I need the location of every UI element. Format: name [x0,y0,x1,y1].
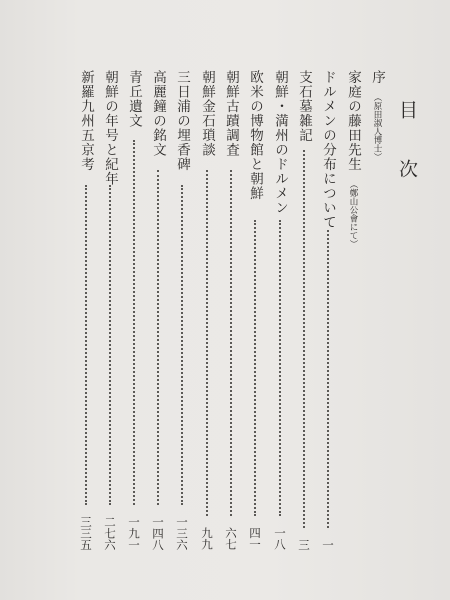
entry-title: 青丘遺文 [126,70,142,128]
entry-title: 朝鮮金石瑣談 [199,70,215,157]
entry-page-number: 九九 [200,527,214,550]
toc-entry [197,70,217,550]
entry-title: 朝鮮の年号と紀年 [102,70,118,186]
entry-page-number: 三 [297,538,311,550]
toc-entry [245,70,265,550]
dot-leader [109,185,113,505]
toc-entry [148,70,168,550]
entry-title: 朝鮮古蹟調査 [223,70,239,157]
dot-leader [230,170,234,516]
entry-note: （鄭山公會にて） [348,179,358,248]
entry-title: 三日浦の埋香碑 [174,70,190,172]
toc-entry [343,70,363,550]
toc-entry [76,70,96,550]
entry-title: 家庭の藤田先生（鄭山公會にて） [345,70,361,248]
toc-entry [100,70,120,550]
dot-leader [254,220,258,516]
toc-entry [318,70,338,550]
entry-note: （原田淑人博士） [372,92,382,161]
toc-entry [221,70,241,550]
entry-page-number: 一四八 [151,515,165,550]
entry-page-number: 六七 [224,527,238,550]
entry-page-number: 三三五 [79,515,93,550]
entry-title: 朝鮮・満州のドルメン [272,70,288,215]
entry-page-number: 四一 [248,527,262,550]
toc-entry [270,70,290,550]
dot-leader [181,185,185,505]
entry-page-number: 二七六 [103,515,117,550]
entry-page-number: 一三六 [175,515,189,550]
entry-title: 新羅九州五京考 [78,70,94,172]
entry-title: 支石墓雑記 [296,70,312,143]
entry-title: 高麗鐘の銘文 [150,70,166,157]
toc-entry [124,70,144,550]
toc-entry [172,70,192,550]
entry-title: 欧米の博物館と朝鮮 [247,70,263,201]
entry-page-number: 一九一 [127,515,141,550]
page-title: 目次 [396,100,418,218]
dot-leader [85,185,89,505]
entry-title: 序（原田淑人博士） [369,70,385,161]
dot-leader [327,230,331,528]
dot-leader [303,150,307,528]
entry-page-number: 一八 [273,527,287,550]
toc-entry [367,70,387,550]
dot-leader [279,220,283,516]
dot-leader [206,170,210,516]
dot-leader [157,170,161,505]
entry-page-number: 一 [321,538,335,550]
toc-entry [294,70,314,550]
entry-title: ドルメンの分布について [320,70,336,230]
dot-leader [133,140,137,505]
